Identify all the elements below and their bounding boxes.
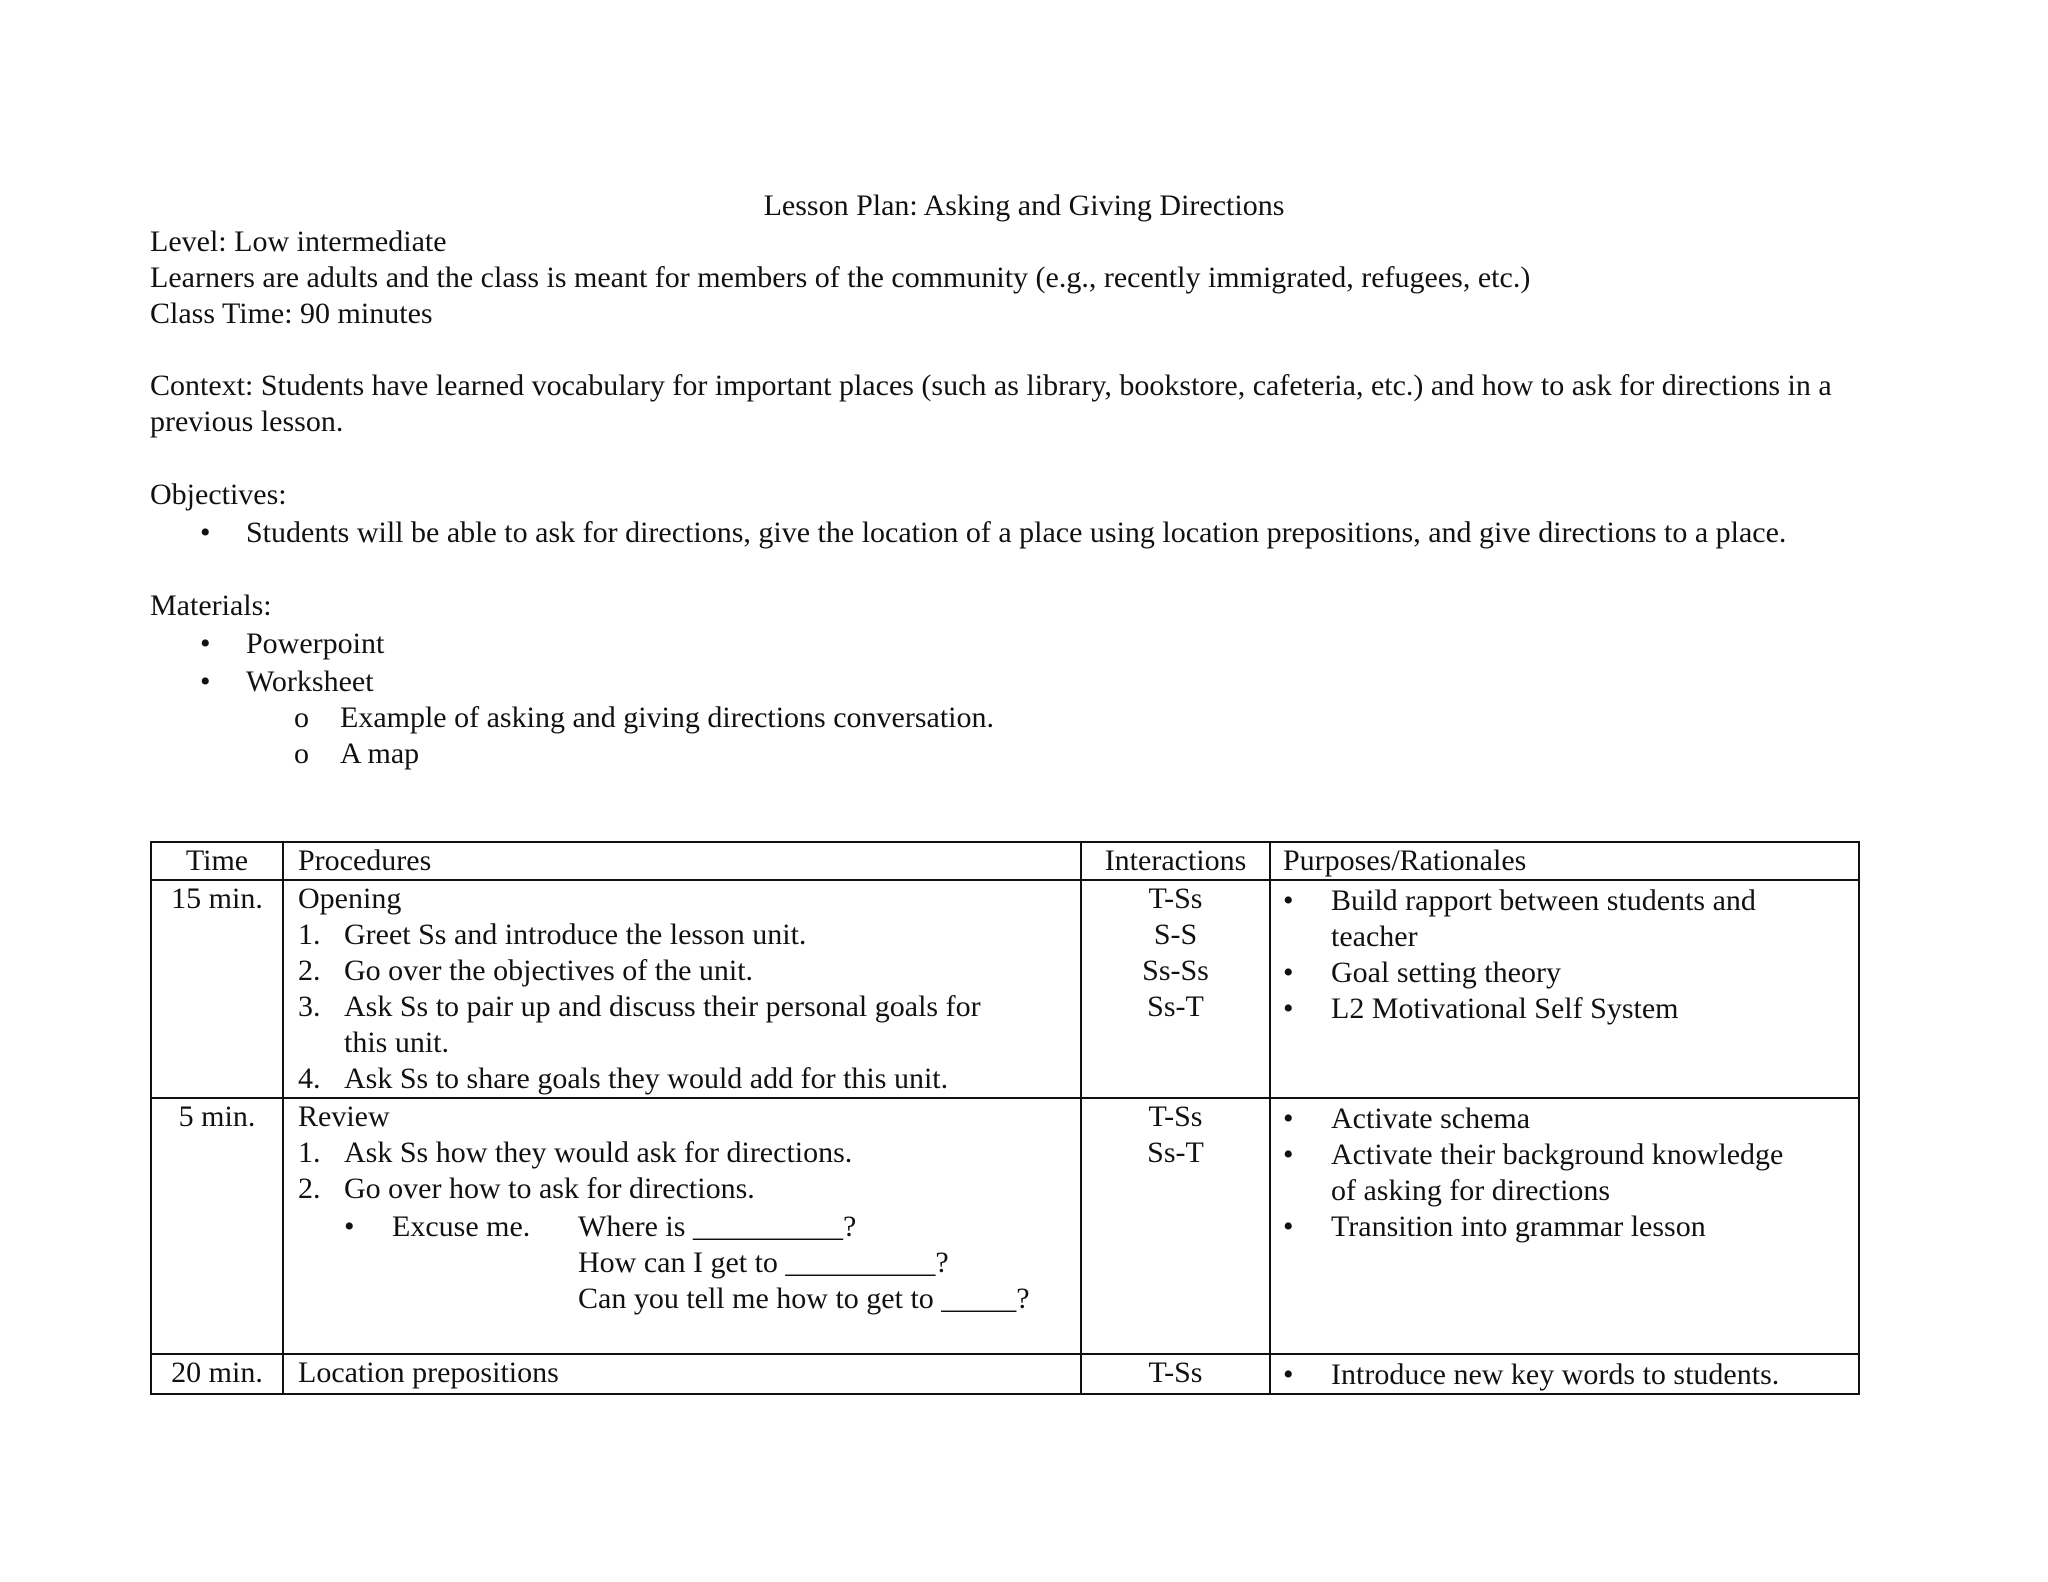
material-subtext: Example of asking and giving directions conversation. (340, 701, 995, 734)
rationale-text: Goal setting theory (1331, 956, 1561, 989)
phrase-question: Where is __________? (578, 1210, 857, 1243)
rationale-text: Transition into grammar lesson (1331, 1210, 1706, 1243)
step-text: Ask Ss how they would ask for directions. (344, 1136, 853, 1169)
section-title: Opening (298, 882, 402, 915)
time-cell: 15 min. (151, 880, 283, 1098)
bullet-icon: • (200, 665, 211, 698)
rationale-item (1271, 1209, 1858, 1245)
procedures-cell (283, 880, 1081, 1098)
rationale-item (1271, 883, 1858, 955)
step-item (298, 917, 1080, 953)
sub-bullet-icon: o (294, 701, 309, 734)
table-header-row (151, 842, 1859, 880)
step-number: 4. (298, 1062, 321, 1095)
phrase-question: Can you tell me how to get to _____? (578, 1282, 1030, 1315)
step-item (298, 1171, 1080, 1207)
rationale-text: Introduce new key words to students. (1331, 1358, 1780, 1391)
objectives-heading: Objectives: (150, 478, 287, 511)
procedures-cell (283, 1354, 1081, 1394)
step-line: this unit. (344, 1026, 450, 1059)
bullet-icon: • (200, 516, 211, 549)
step-line: Ask Ss to pair up and discuss their personal goals for (344, 990, 981, 1023)
step-number: 2. (298, 954, 321, 987)
step-number: 1. (298, 1136, 321, 1169)
phrase-row (298, 1209, 1080, 1245)
phrase-lead: Excuse me. (392, 1210, 531, 1243)
rationale-text: Activate schema (1331, 1102, 1531, 1135)
interactions-cell (1081, 880, 1270, 1098)
step-text: Ask Ss to share goals they would add for this unit. (344, 1062, 949, 1095)
step-text: Greet Ss and introduce the lesson unit. (344, 918, 807, 951)
level-text: Level: Low intermediate (150, 225, 447, 258)
bullet-icon: • (344, 1210, 355, 1243)
rationale-item (1271, 955, 1858, 991)
time-cell: 20 min. (151, 1354, 283, 1394)
table-row (151, 1098, 1859, 1354)
interaction-label: Ss-T (1147, 990, 1204, 1023)
rationale-text: teacher (1331, 920, 1418, 953)
interaction-label: T-Ss (1148, 1100, 1203, 1133)
step-number: 2. (298, 1172, 321, 1205)
rationale-item (1271, 1101, 1858, 1137)
interaction-label: T-Ss (1148, 1356, 1203, 1389)
header-interactions: Interactions (1081, 842, 1270, 880)
header-time: Time (151, 842, 283, 880)
time-cell: 5 min. (151, 1098, 283, 1354)
table-row (151, 880, 1859, 1098)
procedures-cell (283, 1098, 1081, 1354)
bullet-icon: • (1283, 956, 1294, 989)
step-text (344, 989, 981, 1061)
section-title: Location prepositions (298, 1356, 559, 1389)
interaction-label: T-Ss (1148, 882, 1203, 915)
sub-bullet-icon: o (294, 737, 309, 770)
header-procedures: Procedures (283, 842, 1081, 880)
step-item (298, 989, 1080, 1061)
rationale-text: Activate their background knowledge (1331, 1138, 1784, 1171)
bullet-icon: • (1283, 884, 1294, 917)
bullet-icon: • (1283, 1138, 1294, 1171)
learners-text: Learners are adults and the class is meant for members of the community (e.g., recently immigrated, refugees, etc.) (150, 261, 1531, 294)
section-title: Review (298, 1100, 390, 1133)
rationale-text: of asking for directions (1331, 1174, 1611, 1207)
interaction-label: Ss-T (1147, 1136, 1204, 1169)
context-section (150, 368, 1832, 440)
step-item (298, 1061, 1080, 1097)
table-row (151, 1354, 1859, 1394)
interaction-label: S-S (1153, 918, 1198, 951)
materials-heading: Materials: (150, 589, 272, 622)
header-rationales: Purposes/Rationales (1270, 842, 1859, 880)
bullet-icon: • (200, 627, 211, 660)
step-text: Go over the objectives of the unit. (344, 954, 754, 987)
step-number: 3. (298, 990, 321, 1023)
phrase-row (298, 1281, 1080, 1317)
interactions-cell (1081, 1098, 1270, 1354)
step-text: Go over how to ask for directions. (344, 1172, 755, 1205)
bullet-icon: • (1283, 1358, 1294, 1391)
rationales-cell (1270, 1354, 1859, 1394)
phrase-question: How can I get to __________? (578, 1246, 949, 1279)
rationale-text: Build rapport between students and (1331, 884, 1756, 917)
class-time-text: Class Time: 90 minutes (150, 297, 433, 330)
bullet-icon: • (1283, 992, 1294, 1025)
phrase-row (298, 1245, 1080, 1281)
rationale-item (1271, 991, 1858, 1027)
context-line: Context: Students have learned vocabulary for important places (such as library, bookstore, cafeteria, etc.) and how to ask for directions in a (150, 369, 1832, 402)
rationales-cell (1270, 880, 1859, 1098)
interactions-cell (1081, 1354, 1270, 1394)
bullet-icon: • (1283, 1102, 1294, 1135)
rationale-item (1271, 1357, 1858, 1393)
material-subtext: A map (340, 737, 420, 770)
context-line: previous lesson. (150, 405, 344, 438)
objective-text: Students will be able to ask for directions, give the location of a place using location prepositions, and give directions to a place. (246, 516, 1787, 549)
material-text: Worksheet (246, 665, 374, 698)
lesson-info (150, 224, 1530, 332)
step-item (298, 953, 1080, 989)
rationales-cell (1270, 1098, 1859, 1354)
material-text: Powerpoint (246, 627, 385, 660)
step-number: 1. (298, 918, 321, 951)
rationale-item (1271, 1137, 1858, 1209)
lesson-plan-table (150, 841, 1860, 1395)
step-item (298, 1135, 1080, 1171)
interaction-label: Ss-Ss (1142, 954, 1209, 987)
page-title: Lesson Plan: Asking and Giving Directions (763, 189, 1285, 222)
bullet-icon: • (1283, 1210, 1294, 1243)
rationale-text: L2 Motivational Self System (1331, 992, 1679, 1025)
